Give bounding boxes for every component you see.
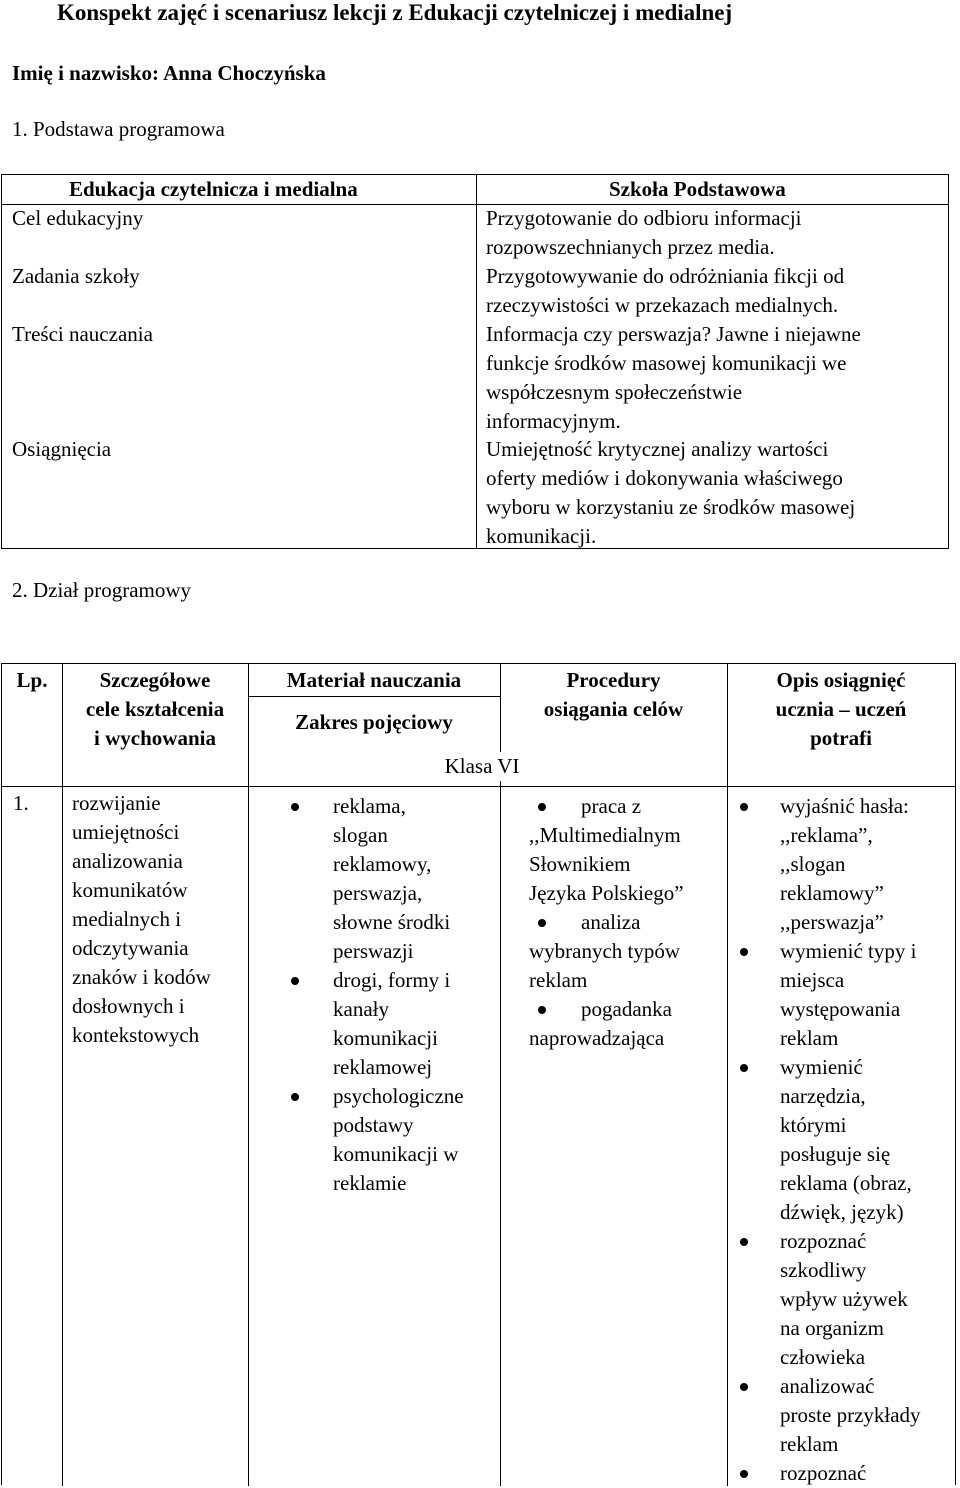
cell-line: posługuje się <box>780 1142 891 1166</box>
cell-line: wybranych typów <box>529 939 681 963</box>
header-line: Szczegółowe <box>99 668 211 692</box>
cell-line: Słownikiem <box>529 852 631 876</box>
column-divider <box>500 664 501 1486</box>
list-item <box>294 1082 499 1198</box>
bullet-icon <box>538 803 546 811</box>
cell-line: znaków i kodów <box>72 965 211 989</box>
row-line: wyboru w korzystaniu ze środków masowej <box>486 495 856 519</box>
bullet-icon <box>538 919 546 927</box>
row-content <box>486 320 941 436</box>
bullet-icon <box>291 1093 299 1101</box>
cell-line: pogadanka <box>581 997 672 1021</box>
lesson-plan-table <box>1 663 956 1485</box>
cell-line: rozpoznać <box>780 1229 867 1253</box>
row-line: rozpowszechnianych przez media. <box>486 235 775 259</box>
list-item <box>740 1053 953 1227</box>
row-line: współczesnym społeczeństwie <box>486 380 743 404</box>
cell-line: analizować <box>780 1374 875 1398</box>
cell-line: perswazja, <box>333 881 423 905</box>
bullet-icon <box>740 1064 748 1072</box>
cell-line: miejsca <box>780 968 845 992</box>
cell-line: odczytywania <box>72 936 189 960</box>
cell-line: wyjaśnić hasła: <box>780 794 909 818</box>
row-line: funkcje środków masowej komunikacji we <box>486 351 847 375</box>
table-header-left: Edukacja czytelnicza i medialna <box>69 177 358 201</box>
cell-line: reklamowy” <box>780 881 884 905</box>
cell-line: dosłownych i <box>72 994 185 1018</box>
row-line: Przygotowanie do odbioru informacji <box>486 206 802 230</box>
row-line: oferty mediów i dokonywania właściwego <box>486 466 843 490</box>
subheader-divider <box>248 696 500 697</box>
row-label: Osiągnięcia <box>12 437 112 461</box>
cell-line: reklamowy, <box>333 852 432 876</box>
zakres-cell <box>294 792 499 1198</box>
cell-line: ,,slogan <box>780 852 846 876</box>
row-label: Treści nauczania <box>12 322 153 346</box>
header-zakres: Zakres pojęciowy <box>295 710 453 734</box>
table-header-right: Szkoła Podstawowa <box>609 177 786 201</box>
cell-line: szkodliwy <box>780 1258 867 1282</box>
cell-line: wymienić typy i <box>780 939 917 963</box>
list-item <box>529 995 724 1053</box>
list-item <box>740 1227 953 1372</box>
class-label: Klasa VI <box>412 752 552 781</box>
list-item <box>294 792 499 966</box>
bullet-icon <box>740 1238 748 1246</box>
cell-line: reklam <box>529 968 588 992</box>
cell-line: komunikatów <box>72 878 188 902</box>
cell-line: występowania <box>780 997 901 1021</box>
row-line: Przygotowywanie do odróżniania fikcji od <box>486 264 845 288</box>
page-title: Konspekt zajęć i scenariusz lekcji z Edukacji czytelniczej i medialnej <box>57 0 733 25</box>
cell-line: rozpoznać <box>780 1461 867 1485</box>
row-label: Zadania szkoły <box>12 264 140 288</box>
header-bottom-divider <box>2 786 955 787</box>
procedury-cell <box>529 792 724 1053</box>
cell-line: komunikacji <box>333 1026 438 1050</box>
column-divider <box>727 664 728 1486</box>
section-heading-podstawa: 1. Podstawa programowa <box>12 117 225 141</box>
list-item <box>529 908 724 995</box>
cell-line: analizowania <box>72 849 183 873</box>
header-line: osiągania celów <box>543 697 684 721</box>
row-line: komunikacji. <box>486 524 597 548</box>
header-line: potrafi <box>810 726 872 750</box>
header-line: Opis osiągnięć <box>776 668 906 692</box>
cell-line: ,,perswazja” <box>780 910 884 934</box>
list-item <box>740 792 953 937</box>
header-line: cele kształcenia <box>85 697 225 721</box>
cele-cell <box>72 789 242 1050</box>
opis-cell <box>740 792 953 1488</box>
bullet-icon <box>538 1006 546 1014</box>
row-label: Cel edukacyjny <box>12 206 144 230</box>
cell-line: reklama (obraz, <box>780 1171 912 1195</box>
cell-line: reklamie <box>333 1171 407 1195</box>
bullet-icon <box>291 977 299 985</box>
list-item <box>740 937 953 1053</box>
bullet-icon <box>740 803 748 811</box>
header-opis <box>727 666 955 753</box>
cell-line: proste przykłady <box>780 1403 921 1427</box>
row-line: informacyjnym. <box>486 409 621 433</box>
row-line: Umiejętność krytycznej analizy wartości <box>486 437 829 461</box>
cell-line: reklam <box>780 1026 839 1050</box>
row-content <box>486 262 941 320</box>
list-item <box>740 1372 953 1459</box>
cell-line: dźwięk, język) <box>780 1200 904 1224</box>
cell-line: wymienić <box>780 1055 863 1079</box>
curriculum-table <box>1 174 949 549</box>
cell-line: człowieka <box>780 1345 866 1369</box>
cell-line: komunikacji w <box>333 1142 459 1166</box>
header-lp: Lp. <box>16 668 48 692</box>
cell-line: medialnych i <box>72 907 182 931</box>
header-material: Materiał nauczania <box>286 668 462 692</box>
cell-line: praca z <box>581 794 642 818</box>
cell-line: narzędzia, <box>780 1084 866 1108</box>
column-divider <box>62 664 63 1486</box>
cell-line: ,,reklama”, <box>780 823 873 847</box>
cell-line: wpływ używek <box>780 1287 908 1311</box>
row-number: 1. <box>13 791 29 815</box>
header-line: ucznia – uczeń <box>775 697 907 721</box>
section-heading-dzial: 2. Dział programowy <box>12 578 192 602</box>
header-cele <box>62 666 248 753</box>
row-content <box>486 435 941 551</box>
cell-line: perswazji <box>333 939 414 963</box>
cell-line: Języka Polskiego” <box>529 881 684 905</box>
row-content <box>486 204 941 262</box>
author-line: Imię i nazwisko: Anna Choczyńska <box>12 61 326 85</box>
cell-line: ,,Multimedialnym <box>529 823 681 847</box>
cell-line: kanały <box>333 997 389 1021</box>
list-item <box>529 792 724 908</box>
cell-line: reklam <box>780 1432 839 1456</box>
header-line: Procedury <box>566 668 661 692</box>
cell-line: slogan <box>333 823 388 847</box>
cell-line: którymi <box>780 1113 847 1137</box>
cell-line: kontekstowych <box>72 1023 200 1047</box>
bullet-icon <box>740 948 748 956</box>
row-line: Informacja czy perswazja? Jawne i niejawne <box>486 322 861 346</box>
column-divider <box>476 175 477 548</box>
list-item <box>740 1459 953 1488</box>
bullet-icon <box>740 1383 748 1391</box>
cell-line: drogi, formy i <box>333 968 451 992</box>
row-line: rzeczywistości w przekazach medialnych. <box>486 293 839 317</box>
cell-line: psychologiczne <box>333 1084 464 1108</box>
header-procedury <box>500 666 727 724</box>
cell-line: analiza <box>581 910 641 934</box>
bullet-icon <box>740 1470 748 1478</box>
cell-line: reklamowej <box>333 1055 433 1079</box>
cell-line: podstawy <box>333 1113 414 1137</box>
cell-line: słowne środki <box>333 910 451 934</box>
cell-line: na organizm <box>780 1316 884 1340</box>
header-line: i wychowania <box>94 726 216 750</box>
cell-line: reklama, <box>333 794 406 818</box>
column-divider <box>248 664 249 1486</box>
bullet-icon <box>291 803 299 811</box>
cell-line: naprowadzająca <box>529 1026 665 1050</box>
cell-line: rozwijanie <box>72 791 161 815</box>
list-item <box>294 966 499 1082</box>
cell-line: umiejętności <box>72 820 180 844</box>
